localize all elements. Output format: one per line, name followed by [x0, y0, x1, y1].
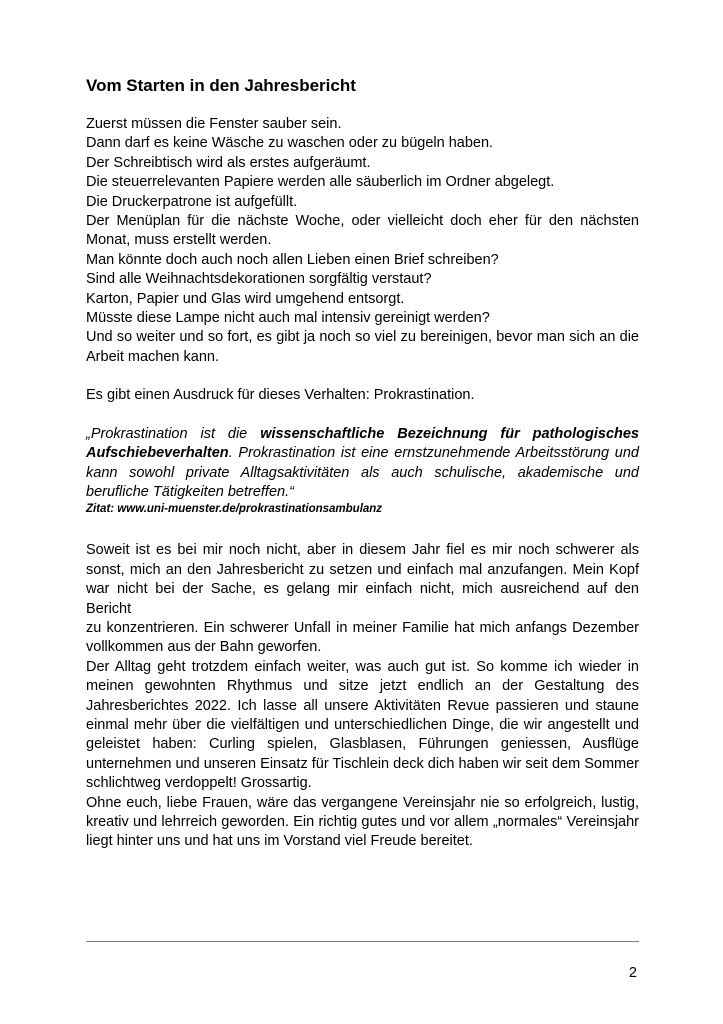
quote-emphasis: Aufschiebeverhalten [86, 445, 229, 462]
intro-line: Und so weiter und so fort, es gibt ja noch so viel zu bereinigen, bevor man sich an die [86, 329, 639, 346]
body-line: liegt hinter uns und hat uns im Vorstand viel Freude bereitet. [86, 833, 473, 850]
body-line: unternehmen und unseren Einsatz für Tischlein deck dich haben wir seit dem Sommer [86, 755, 639, 772]
body-line: Ohne euch, liebe Frauen, wäre das vergangene Vereinsjahr nie so erfolgreich, lustig, [86, 794, 639, 811]
paragraph-spacer [86, 517, 639, 541]
body-line: einmal mehr über die vielfältigen und unterschiedlichen Dinge, die wir angestellt und [86, 716, 639, 733]
intro-line: Arbeit machen kann. [86, 348, 219, 365]
quote-text: . Prokrastination ist eine ernstzunehmende Arbeitsstörung und [228, 445, 639, 462]
quote-line [86, 444, 639, 463]
quote-line [86, 425, 639, 444]
intro-line: Karton, Papier und Glas wird umgehend entsorgt. [86, 290, 405, 307]
document-body [86, 74, 639, 852]
body-line: schlichtweg verdoppelt! Grossartig. [86, 775, 312, 792]
quote-source: Zitat: www.uni-muenster.de/prokrastinationsambulanz [86, 503, 383, 516]
quote-line: berufliche Tätigkeiten betreffen.“ [86, 483, 294, 500]
intro-paragraph [86, 115, 639, 367]
body-line: sonst, mich an den Jahresbericht zu setzen und einfach mal anzufangen. Mein Kopf [86, 561, 639, 578]
quote-line: kann sowohl private Alltagsaktivitäten als auch schulische, akademische und [86, 464, 639, 481]
paragraph-spacer [86, 406, 639, 425]
quote-emphasis: wissenschaftliche Bezeichnung für pathologisches [260, 425, 639, 442]
body-line: vollkommen aus der Bahn geworfen. [86, 639, 322, 656]
body-line: Jahresberichtes 2022. Ich lasse all unsere Aktivitäten Revue passieren und staune [86, 697, 639, 714]
main-paragraph [86, 541, 639, 852]
intro-line: Dann darf es keine Wäsche zu waschen oder zu bügeln haben. [86, 135, 494, 152]
intro-line: Man könnte doch auch noch allen Lieben einen Brief schreiben? [86, 251, 499, 268]
page-number: 2 [628, 965, 637, 981]
paragraph-spacer [86, 367, 639, 386]
body-line: meinen gewohnten Rhythmus und sitze jetzt endlich an der Gestaltung des [86, 678, 639, 695]
intro-line: Zuerst müssen die Fenster sauber sein. [86, 116, 342, 132]
intro-line: Müsste diese Lampe nicht auch mal intensiv gereinigt werden? [86, 310, 490, 327]
quote-block [86, 425, 639, 518]
body-line: war nicht bei der Sache, es gelang mir einfach nicht, mich ausreichend auf den Bericht [86, 581, 639, 617]
intro-line: Sind alle Weihnachtsdekorationen sorgfältig verstaut? [86, 271, 432, 288]
intro-line: Die Druckerpatrone ist aufgefüllt. [86, 193, 298, 210]
body-line: geleistet haben: Curling spielen, Glasblasen, Führungen geniessen, Ausflüge [86, 736, 639, 753]
expression-line: Es gibt einen Ausdruck für dieses Verhalten: Prokrastination. [86, 387, 475, 404]
intro-line: Monat, muss erstellt werden. [86, 232, 272, 249]
body-line: Soweit ist es bei mir noch nicht, aber in diesem Jahr fiel es mir noch schwerer als [86, 542, 639, 559]
intro-line: Der Schreibtisch wird als erstes aufgeräumt. [86, 154, 371, 171]
document-title: Vom Starten in den Jahresbericht [86, 76, 356, 95]
body-line: kreativ und lehrreich geworden. Ein richtig gutes und vor allem „normales“ Vereinsjahr [86, 814, 639, 830]
body-line: Der Alltag geht trotzdem einfach weiter, was auch gut ist. So komme ich wieder in [86, 658, 639, 675]
body-line: zu konzentrieren. Ein schwerer Unfall in meiner Familie hat mich anfangs Dezember [86, 619, 639, 636]
intro-line: Der Menüplan für die nächste Woche, oder vielleicht doch eher für den nächsten [86, 213, 639, 230]
quote-text: „Prokrastination ist die [86, 425, 261, 442]
intro-line: Die steuerrelevanten Papiere werden alle säuberlich im Ordner abgelegt. [86, 174, 555, 191]
footer-divider [86, 941, 639, 942]
